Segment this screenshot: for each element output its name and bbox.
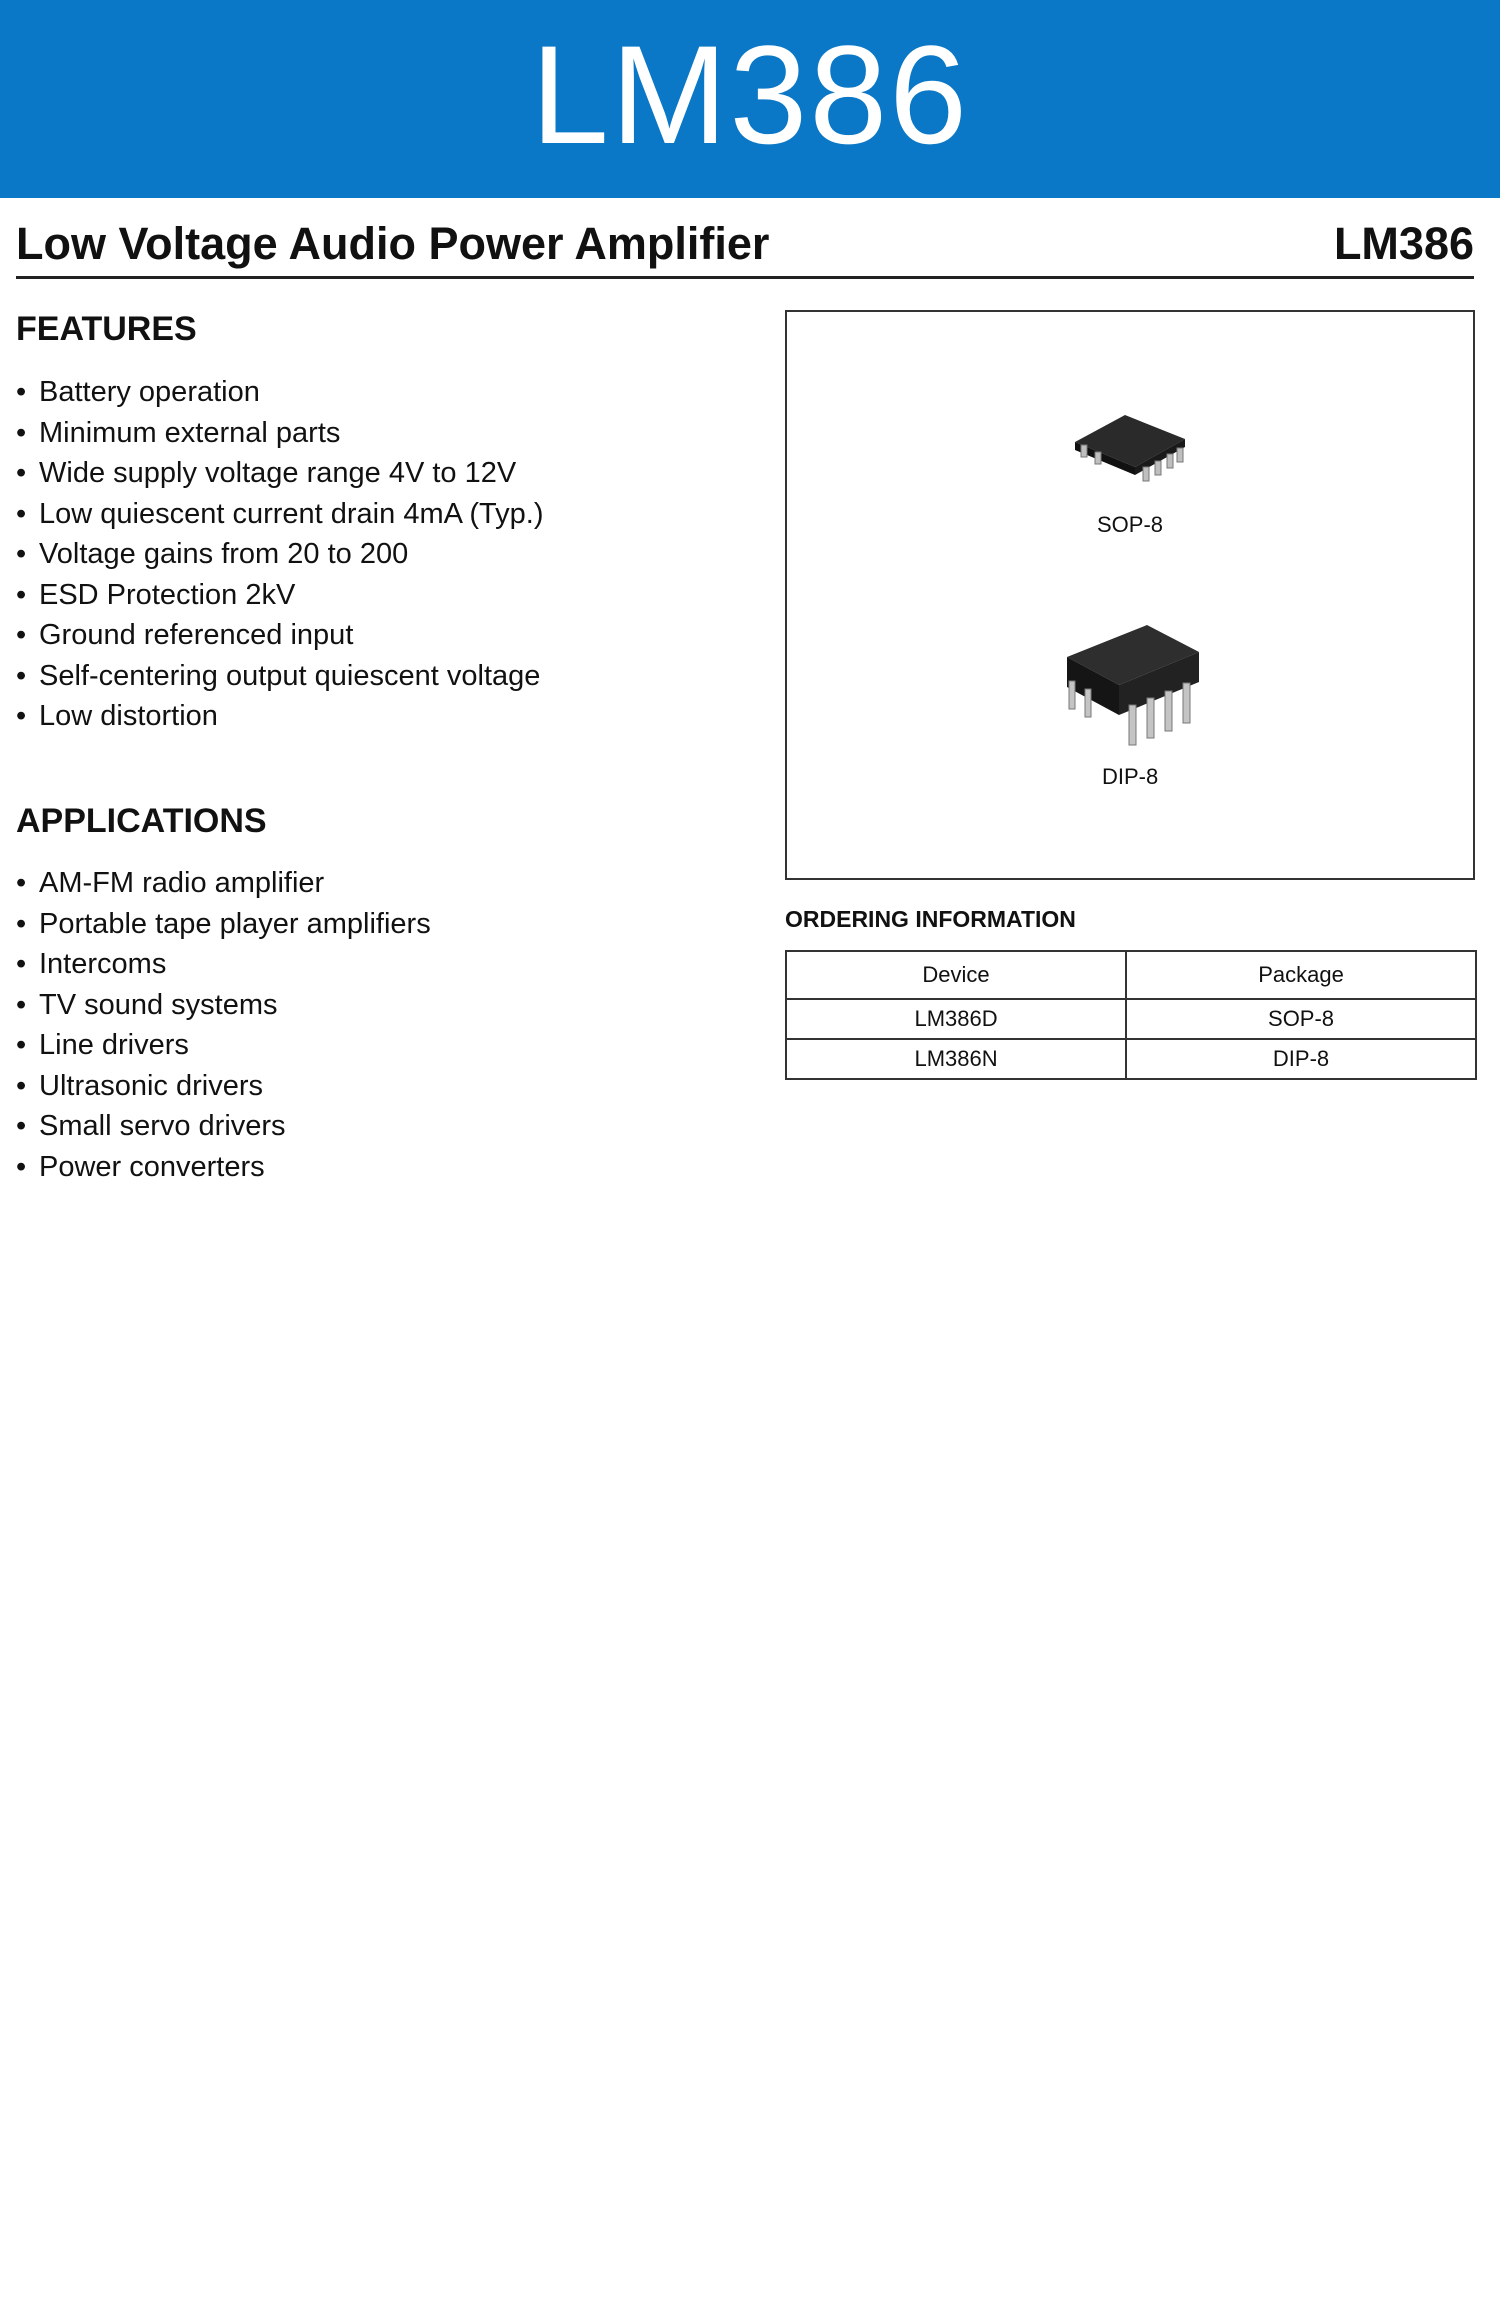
- ordering-information-title: ORDERING INFORMATION: [785, 906, 1076, 932]
- title-banner: [0, 0, 1500, 198]
- sop8-chip-icon: [1067, 397, 1197, 487]
- list-item: • Voltage gains from 20 to 200: [14, 534, 544, 575]
- list-item: • ESD Protection 2kV: [14, 575, 544, 616]
- table-header-row: [786, 951, 1476, 999]
- list-item: • AM-FM radio amplifier: [14, 863, 431, 904]
- table-header-cell: Device: [786, 951, 1126, 999]
- features-heading: FEATURES: [16, 310, 197, 348]
- banner-title: LM386: [530, 16, 970, 173]
- ordering-table: [785, 950, 1477, 1080]
- list-item: • Ultrasonic drivers: [14, 1066, 431, 1107]
- table-header-cell: Package: [1126, 951, 1476, 999]
- document-heading: [16, 218, 1474, 279]
- list-item: • Intercoms: [14, 944, 431, 985]
- dip8-label: DIP-8: [1102, 764, 1159, 789]
- list-item: • TV sound systems: [14, 985, 431, 1026]
- list-item: • Power converters: [14, 1147, 431, 1188]
- applications-list: [14, 863, 431, 1187]
- table-row: [786, 1039, 1476, 1079]
- list-item: • Self-centering output quiescent voltage: [14, 656, 544, 697]
- list-item: • Small servo drivers: [14, 1106, 431, 1147]
- list-item: • Battery operation: [14, 372, 544, 413]
- table-cell: DIP-8: [1126, 1039, 1476, 1079]
- list-item: • Minimum external parts: [14, 413, 544, 454]
- table-row: [786, 999, 1476, 1039]
- table-cell: LM386D: [786, 999, 1126, 1039]
- table-cell: SOP-8: [1126, 999, 1476, 1039]
- package-illustration-box: [785, 310, 1475, 880]
- table-cell: LM386N: [786, 1039, 1126, 1079]
- applications-heading: APPLICATIONS: [16, 802, 267, 840]
- dip8-chip-icon: [1059, 617, 1204, 752]
- document-title: Low Voltage Audio Power Amplifier: [16, 218, 770, 269]
- sop8-label: SOP-8: [1097, 512, 1164, 537]
- list-item: • Line drivers: [14, 1025, 431, 1066]
- part-number: LM386: [1333, 218, 1474, 269]
- list-item: • Wide supply voltage range 4V to 12V: [14, 453, 544, 494]
- list-item: • Portable tape player amplifiers: [14, 904, 431, 945]
- list-item: • Low quiescent current drain 4mA (Typ.): [14, 494, 544, 535]
- features-list: [14, 372, 544, 737]
- list-item: • Ground referenced input: [14, 615, 544, 656]
- list-item: • Low distortion: [14, 696, 544, 737]
